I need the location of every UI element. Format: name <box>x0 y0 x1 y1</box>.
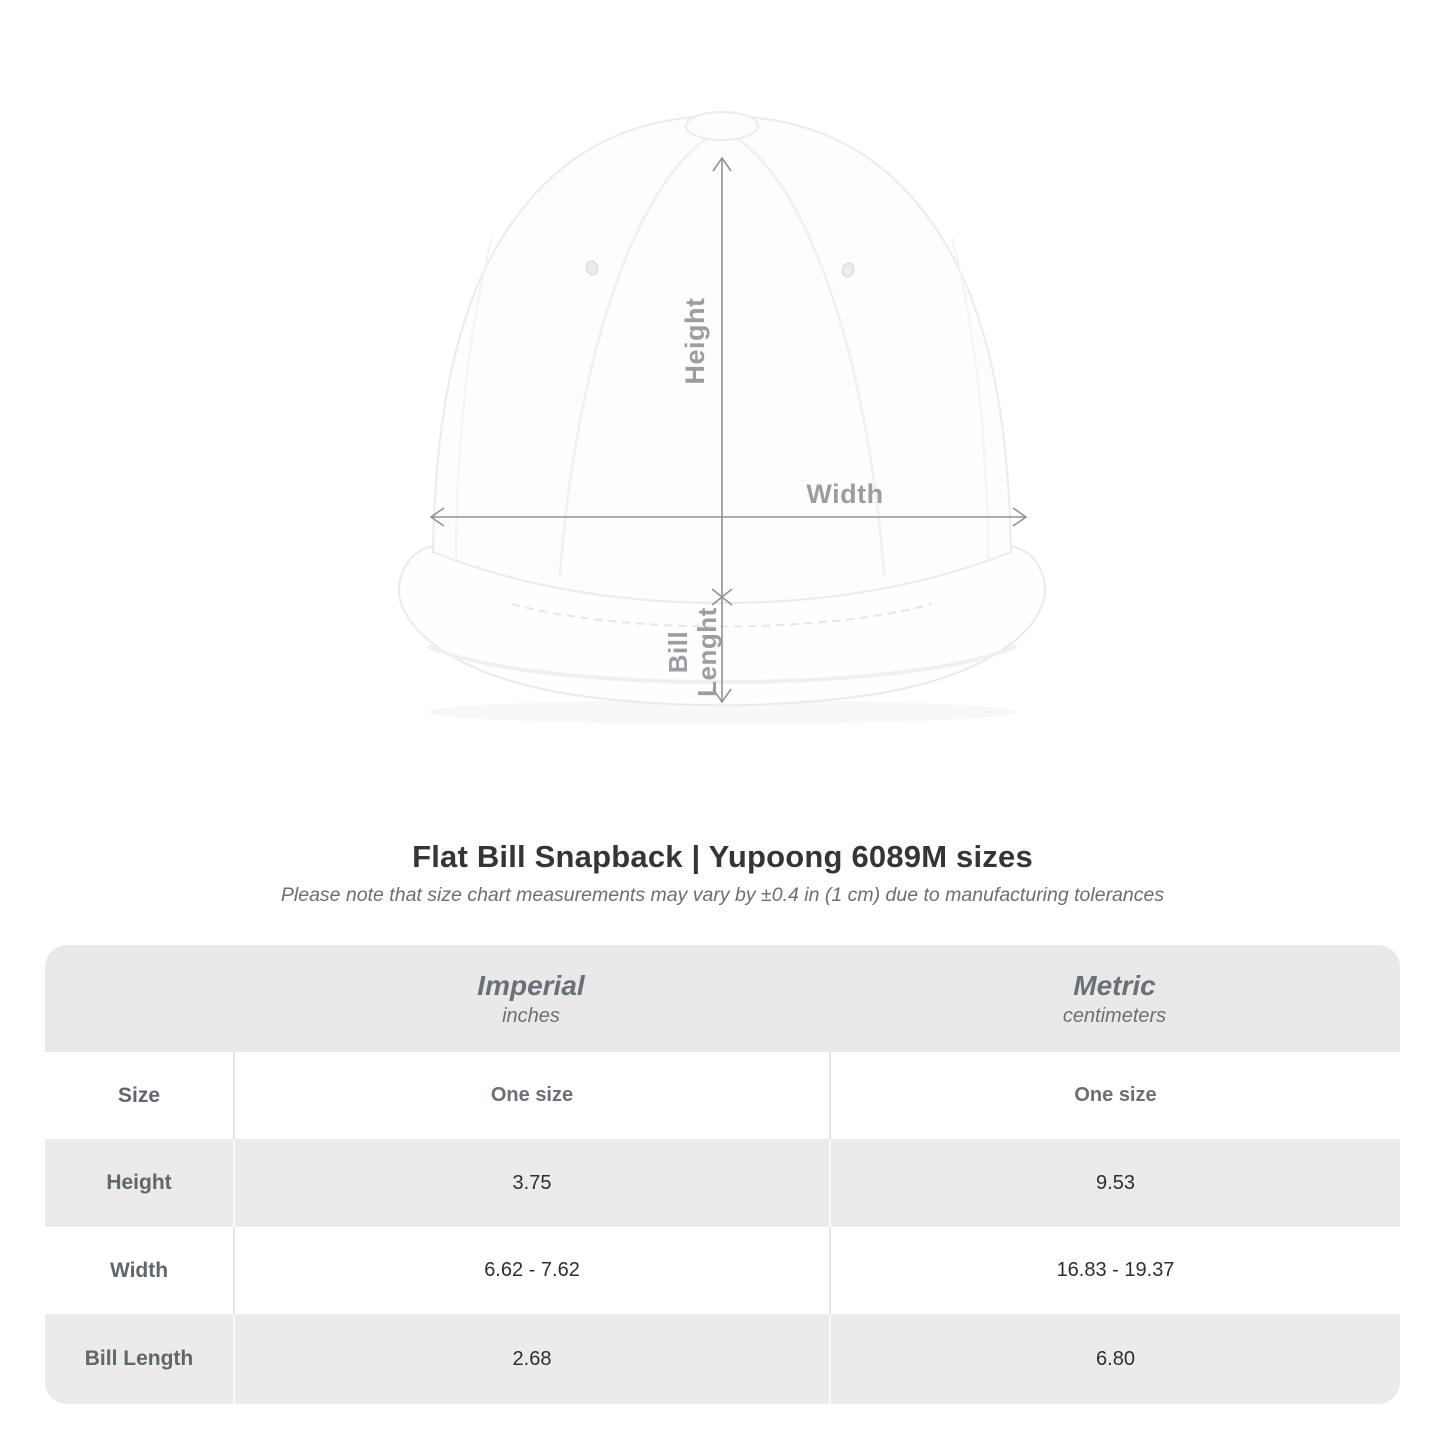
cell-imperial <box>233 1314 829 1404</box>
table-row <box>45 1139 1400 1227</box>
column-header-label: Imperial <box>477 969 585 1001</box>
row-label-cell <box>45 1314 233 1404</box>
row-label-cell <box>45 1139 233 1227</box>
cell-value: 16.83 - 19.37 <box>1056 1259 1175 1281</box>
table-row <box>45 1314 1400 1404</box>
cell-value: 9.53 <box>1096 1171 1135 1194</box>
cell-value: 3.75 <box>512 1171 552 1194</box>
cell-metric <box>829 1052 1400 1139</box>
table-header-row <box>45 945 1400 1052</box>
column-header-label: Metric <box>1073 969 1156 1001</box>
height-measure-label: Height <box>680 297 710 385</box>
column-header-metric <box>829 945 1400 1052</box>
page-subtitle: Please note that size chart measurements may vary by ±0.4 in (1 cm) due to manufacturing tolerances <box>280 884 1165 906</box>
page-title: Flat Bill Snapback | Yupoong 6089M sizes <box>412 839 1033 874</box>
row-label-cell <box>45 1052 233 1139</box>
cell-imperial <box>233 1052 829 1139</box>
hat-button <box>686 112 758 140</box>
cell-value: 2.68 <box>512 1347 552 1370</box>
column-header-sublabel: centimeters <box>1062 1004 1167 1027</box>
cell-value: One size <box>1074 1084 1157 1106</box>
row-label: Bill Length <box>84 1347 194 1370</box>
cell-metric <box>829 1227 1400 1314</box>
row-label-cell <box>45 1227 233 1314</box>
bill-length-measure-label-line2: Lenght <box>692 607 722 697</box>
cell-imperial <box>233 1139 829 1227</box>
width-measure-label: Width <box>806 479 884 509</box>
column-header-empty <box>45 945 233 1052</box>
row-label: Height <box>106 1171 172 1194</box>
column-header-imperial <box>233 945 829 1052</box>
column-header-sublabel: inches <box>502 1004 560 1027</box>
cell-imperial <box>233 1227 829 1314</box>
cell-value: One size <box>490 1084 574 1106</box>
row-label: Width <box>109 1258 169 1282</box>
cell-metric <box>829 1139 1400 1227</box>
bill-length-measure-label-line1: Bill <box>663 630 693 674</box>
cell-value: 6.62 - 7.62 <box>484 1259 580 1281</box>
size-chart-table <box>45 945 1400 1404</box>
table-row <box>45 1227 1400 1314</box>
table-row <box>45 1052 1400 1139</box>
row-label: Size <box>117 1083 161 1107</box>
cell-value: 6.80 <box>1096 1347 1135 1370</box>
cell-metric <box>829 1314 1400 1404</box>
